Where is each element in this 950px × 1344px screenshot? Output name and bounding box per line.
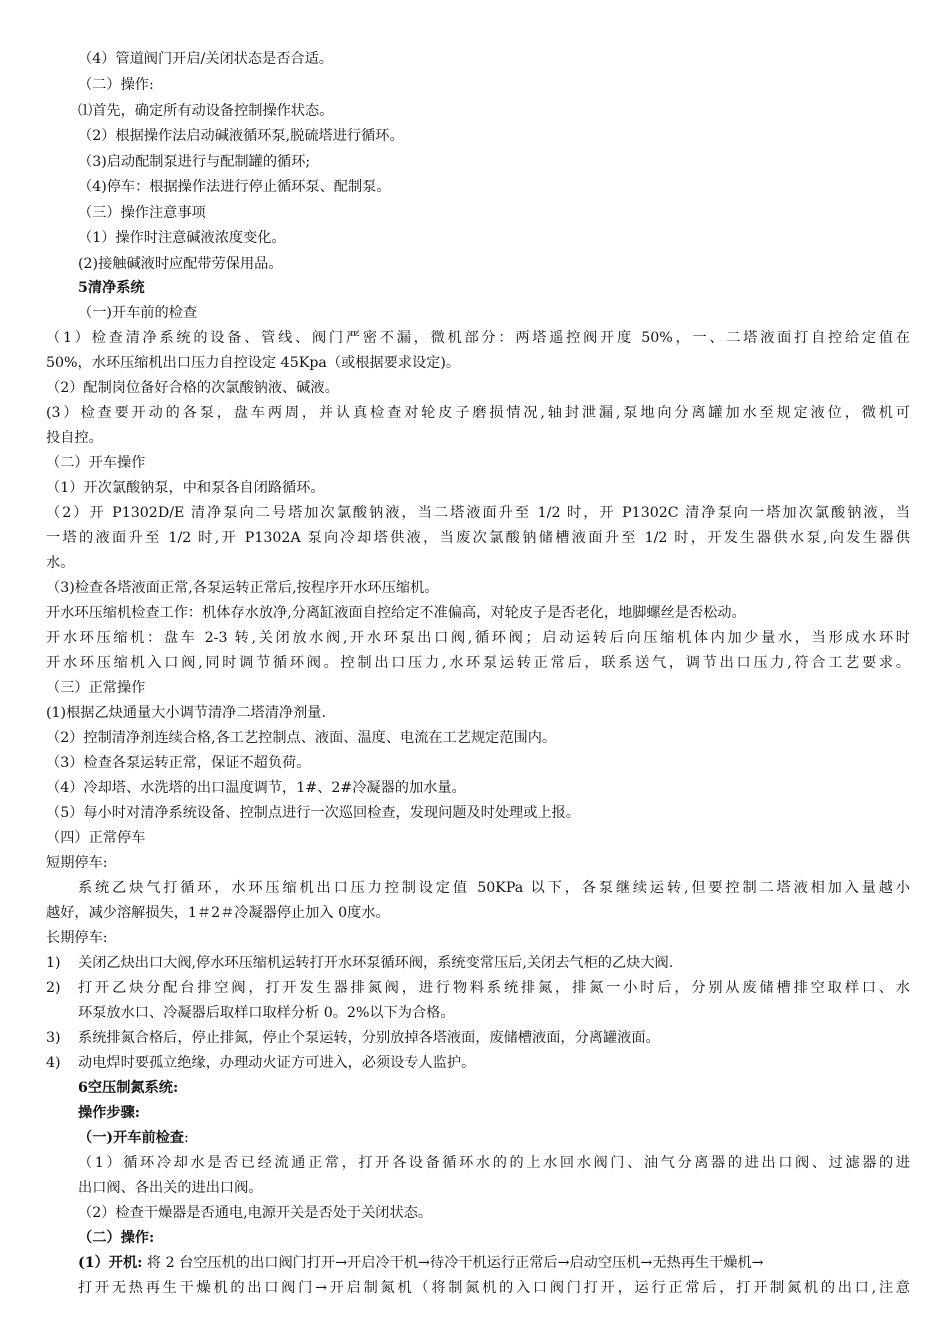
chapter-heading: 6空压制氮系统: (78, 1080, 179, 1096)
text-line: （2）配制岗位备好合格的次氯酸钠液、碱液。 (46, 380, 339, 396)
text-line: （4)停车：根据操作法进行停止循环泵、配制泵。 (78, 179, 391, 195)
text-line: （4）管道阀门开启/关闭状态是否合适。 (78, 51, 333, 67)
text-line: （3)启动配制泵进行与配制罐的循环; (78, 154, 311, 170)
text-line: （3)检查各塔液面正常,各泵运转正常后,按程序开水环压缩机。 (46, 580, 439, 596)
text-line: （1）操作时注意碱液浓度变化。 (78, 230, 286, 246)
list-number: 2) (46, 980, 61, 996)
text-line: 出口阀、各出关的进出口阀。 (78, 1180, 263, 1196)
text-line: 系统乙炔气打循环，水环压缩机出口压力控制设定值 50KPa 以下，各泵继续运转,但要控制二塔液相加入量越小 (78, 880, 910, 896)
text-line: (3）检查要开动的各泵，盘车两周，并认真检查对轮皮子磨损情况,轴封泄漏,泵地向分离罐加水至规定液位，微机可 (46, 405, 910, 421)
text-line: （3）检查各泵运转正常，保证不超负荷。 (46, 755, 311, 771)
text-line: 开水环压缩机：盘车 2-3 转,关闭放水阀,开水环泵出口阀,循环阀；启动运转后向压缩机体内加少量水，当形成水环时 (46, 630, 910, 646)
text-line: 水。 (46, 555, 75, 571)
step-text: 将 2 台空压机的出口阀门打开→开启冷干机→待冷干机运行正常后→启动空压机→无热再生干燥机→ (146, 1255, 764, 1271)
text-line: (2)接触碱液时应配带劳保用品。 (78, 256, 283, 272)
text-line: 开水环压缩机入口阀,同时调节循环阀。控制出口压力,水环泵运转正常后，联系送气，调节出口压力,符合工艺要求。 (46, 655, 910, 671)
list-number: 3) (46, 1030, 61, 1046)
text-line: （1）循环冷却水是否已经流通正常，打开各设备循环水的的上水回水阀门、油气分离器的进出口阀、过滤器的进 (78, 1155, 910, 1171)
text-line: （4）冷却塔、水洗塔的出口温度调节，1#、2#冷凝器的加水量。 (46, 780, 466, 796)
section-heading-label: （一)开车前检查 (78, 1130, 185, 1146)
text-line: （2）开 P1302D/E 清净泵向二号塔加次氯酸钠液，当二塔液面升至 1/2 时，开 P1302C 清净泵向一塔加次氯酸钠液，当 (46, 505, 910, 521)
section-heading (78, 1128, 910, 1148)
text-line: 开水环压缩机检查工作：机体存水放净,分离缸液面自控给定不准偏高，对轮皮子是否老化，地脚螺丝是否松动。 (46, 605, 746, 621)
text-line: （1）检查清净系统的设备、管线、阀门严密不漏，微机部分：两塔遥控阀开度 50%，一、二塔液面打自控给定值在 (46, 330, 910, 346)
list-number: 1) (46, 955, 61, 971)
steps-heading: 操作步骤: (78, 1105, 140, 1121)
section-heading: （二）开车操作 (46, 455, 146, 471)
section-heading: （三）正常操作 (46, 680, 146, 696)
text-line: （2）检查干燥器是否通电,电源开关是否处于关闭状态。 (78, 1205, 433, 1221)
step-label: (1）开机: (78, 1255, 143, 1271)
list-item: 打开乙炔分配台排空阀，打开发生器排氮阀，进行物料系统排氮，排氮一小时后，分别从废储槽排空取样口、水 (78, 980, 910, 996)
text-line: （1）开次氯酸钠泵，中和泵各自闭路循环。 (46, 480, 325, 496)
list-number: 4) (46, 1055, 61, 1071)
list-item: 环泵放水口、冷凝器后取样口取样分析 0。2%以下为合格。 (78, 1005, 455, 1021)
text-line: 投自控。 (46, 430, 103, 446)
text-line: 短期停车: (46, 855, 108, 871)
text-line: （2）控制清净剂连续合格,各工艺控制点、液面、温度、电流在工艺规定范围内。 (46, 730, 557, 746)
section-heading-colon: : (184, 1130, 189, 1146)
chapter-heading: 5清净系统 (78, 280, 145, 296)
text-line: 长期停车: (46, 930, 108, 946)
text-line: 越好，减少溶解损失，1＃2＃冷凝器停止加入 0度水。 (46, 905, 390, 921)
text-line: 打开无热再生干燥机的出口阀门→开启制氮机（将制氮机的入口阀门打开，运行正常后，打开制氮机的出口,注意 (78, 1280, 910, 1296)
section-heading: （三）操作注意事项 (78, 205, 206, 221)
text-line (78, 1253, 910, 1273)
list-item: 动电焊时要孤立绝缘，办理动火证方可进入，必须设专人监护。 (78, 1055, 476, 1071)
list-item: 关闭乙炔出口大阀,停水环压缩机运转打开水环泵循环阀，系统变常压后,关闭去气柜的乙炔大阀. (78, 955, 674, 971)
text-line: （5）每小时对清净系统设备、控制点进行一次巡回检查，发现问题及时处理或上报。 (46, 805, 580, 821)
section-heading: （二）操作: (78, 1230, 155, 1246)
text-line: (1)根据乙炔通量大小调节清净二塔清净剂量. (46, 705, 326, 721)
section-heading: （四）正常停车 (46, 830, 146, 846)
text-line: （2）根据操作法启动碱液循环泵,脱硫塔进行循环。 (78, 128, 404, 144)
list-item: 系统排氮合格后，停止排氮，停止个泵运转，分别放掉各塔液面，废储槽液面，分离罐液面。 (78, 1030, 660, 1046)
section-heading: （一)开车前的检查 (78, 305, 198, 321)
text-line: ⑴首先，确定所有动设备控制操作状态。 (78, 103, 334, 119)
section-heading: （二）操作: (78, 77, 154, 93)
text-line: 50%，水环压缩机出口压力自控设定 45Kpa（或根据要求设定)。 (46, 355, 461, 371)
text-line: 一塔的液面升至 1/2 时,开 P1302A 泵向冷却塔供液，当废次氯酸钠储槽液面升至 1/2 时，开发生器供水泵,向发生器供 (46, 530, 910, 546)
